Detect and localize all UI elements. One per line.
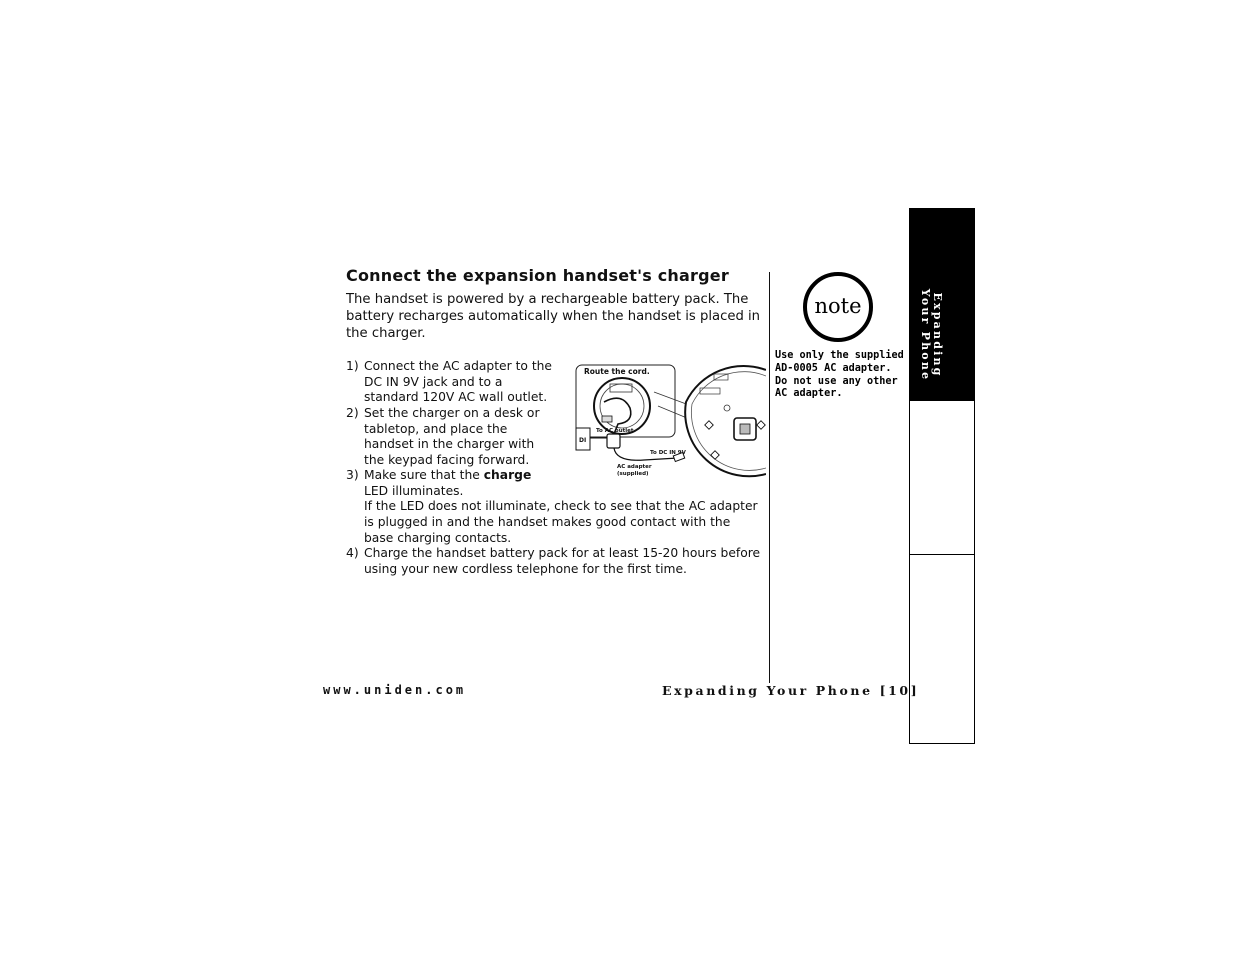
note-icon — [803, 272, 873, 342]
step-number: 3) — [346, 468, 359, 482]
step-item — [346, 406, 558, 469]
side-tab-empty — [910, 401, 974, 555]
adapter-label: (supplied) — [617, 471, 649, 477]
charger-connection-diagram — [574, 362, 766, 480]
section-heading: Connect the expansion handset's charger — [346, 266, 729, 285]
ac-adapter — [607, 434, 620, 448]
step-text-part: LED illuminates. — [364, 483, 464, 498]
step-number: 2) — [346, 406, 359, 420]
charge-keyword: charge — [483, 468, 532, 482]
step-text: Set the charger on a desk or tabletop, and place the handset in the charger with the keypad facing forward. — [364, 406, 540, 468]
step-number: 4) — [346, 546, 359, 560]
side-tab-active[interactable] — [910, 209, 974, 401]
outlet-label: To AC outlet — [596, 428, 634, 434]
dc-jack — [740, 424, 750, 434]
adapter-label: AC adapter — [617, 464, 652, 470]
column-divider — [769, 272, 770, 683]
intro-paragraph: The handset is powered by a rechargeable battery pack. The battery recharges automatically when the handset is placed in the charger. — [346, 292, 761, 341]
note-badge-label: note — [814, 294, 862, 318]
footer-page-label: Expanding Your Phone [10] — [662, 683, 920, 698]
cord-clip — [602, 416, 612, 422]
side-tab-empty — [910, 555, 974, 743]
side-tab-strip — [909, 208, 975, 744]
outlet-plug-label: DI — [579, 437, 587, 444]
dc-label: To DC IN 9V — [650, 450, 686, 456]
step-text-part: Make sure that the — [364, 468, 484, 482]
step-number: 1) — [346, 359, 359, 373]
step-item — [346, 546, 762, 577]
step-text: Charge the handset battery pack for at least 15-20 hours before using your new cordless telephone for the first time. — [364, 546, 761, 576]
footer-website: www.uniden.com — [323, 683, 467, 697]
note-text: Use only the supplied AD-0005 AC adapter. Do not use any other AC adapter. — [775, 350, 904, 400]
route-label: Route the cord. — [584, 367, 650, 376]
step-followup: If the LED does not illuminate, check to see that the AC adapter is plugged in and the handset makes good contact with the base charging contacts. — [364, 499, 758, 545]
charger-body-inset — [594, 378, 650, 434]
step-text: Connect the AC adapter to the DC IN 9V jack and to a standard 120V AC wall outlet. — [364, 359, 553, 405]
side-tab-label: Expanding Your Phone — [919, 288, 944, 382]
step-item — [346, 359, 558, 406]
